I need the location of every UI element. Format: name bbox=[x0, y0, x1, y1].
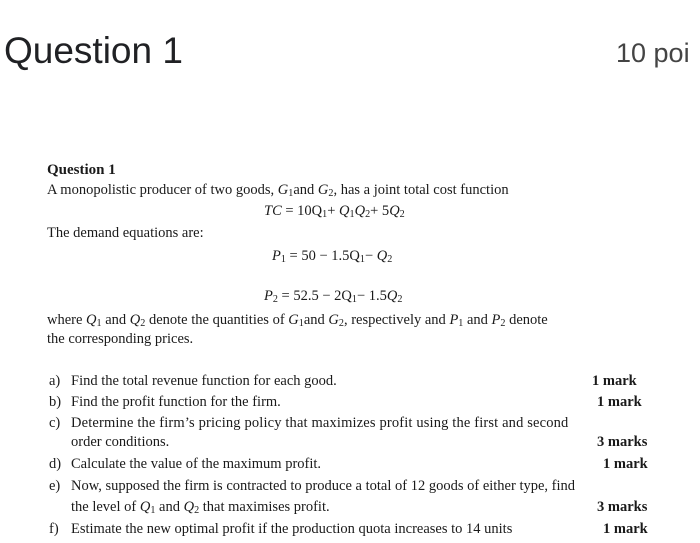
part-a-label: a) bbox=[49, 373, 61, 389]
part-c-marks: 3 marks bbox=[597, 434, 648, 450]
demand-intro: The demand equations are: bbox=[47, 225, 204, 241]
part-b-marks: 1 mark bbox=[597, 394, 642, 410]
question-heading: Question 1 bbox=[47, 162, 116, 178]
part-b-text: Find the profit function for the firm. bbox=[71, 394, 281, 410]
part-e-text: Now, supposed the firm is contracted to produce a total of 12 goods of either type, find bbox=[71, 478, 576, 494]
part-c-label: c) bbox=[49, 415, 61, 431]
part-e-label: e) bbox=[49, 478, 61, 494]
demand-equation-p1: $P_1 = 50 - 1.5Q_1- Q_2$ bbox=[272, 248, 393, 265]
part-a-text: Find the total revenue function for each good. bbox=[71, 373, 337, 389]
part-f-marks: 1 mark bbox=[603, 521, 648, 537]
question-image bbox=[0, 155, 700, 543]
intro-text: A monopolistic producer of two goods, $G_1and$ $G_2$, has a joint total cost function bbox=[47, 182, 509, 199]
part-f-text: Estimate the new optimal profit if the production quota increases to 14 units bbox=[71, 521, 513, 537]
part-f-label: f) bbox=[49, 521, 59, 537]
part-a-marks: 1 mark bbox=[592, 373, 637, 389]
demand-equation-p2: $P_2 = 52.5 - 2Q_1- 1.5Q_2$ bbox=[264, 288, 403, 305]
where-text: where $Q_1$ and $Q_2$ denote the quantities of $G_1and$ $G_2$, respectively and $P_1$ and $P_2$ denote bbox=[47, 312, 548, 329]
part-c-text: Determine the firm’s pricing policy that maximizes profit using the first and second bbox=[71, 415, 569, 431]
page-header bbox=[0, 30, 700, 74]
total-cost-equation: TC = $10Q_1+ Q_1Q_2+ 5Q_2$ bbox=[264, 203, 405, 220]
points-label: 10 poi bbox=[616, 38, 690, 68]
part-d-label: d) bbox=[49, 456, 62, 472]
part-e-marks: 3 marks bbox=[597, 499, 648, 515]
part-d-marks: 1 mark bbox=[603, 456, 648, 472]
part-e-text-line2: the level of $Q_1$ and $Q_2$ that maximises profit. bbox=[71, 499, 330, 516]
where-text-line2: the corresponding prices. bbox=[47, 331, 194, 347]
part-c-text-line2: order conditions. bbox=[71, 434, 170, 450]
part-d-text: Calculate the value of the maximum profit. bbox=[71, 456, 322, 472]
page-title: Question 1 bbox=[4, 30, 183, 71]
part-b-label: b) bbox=[49, 394, 62, 410]
